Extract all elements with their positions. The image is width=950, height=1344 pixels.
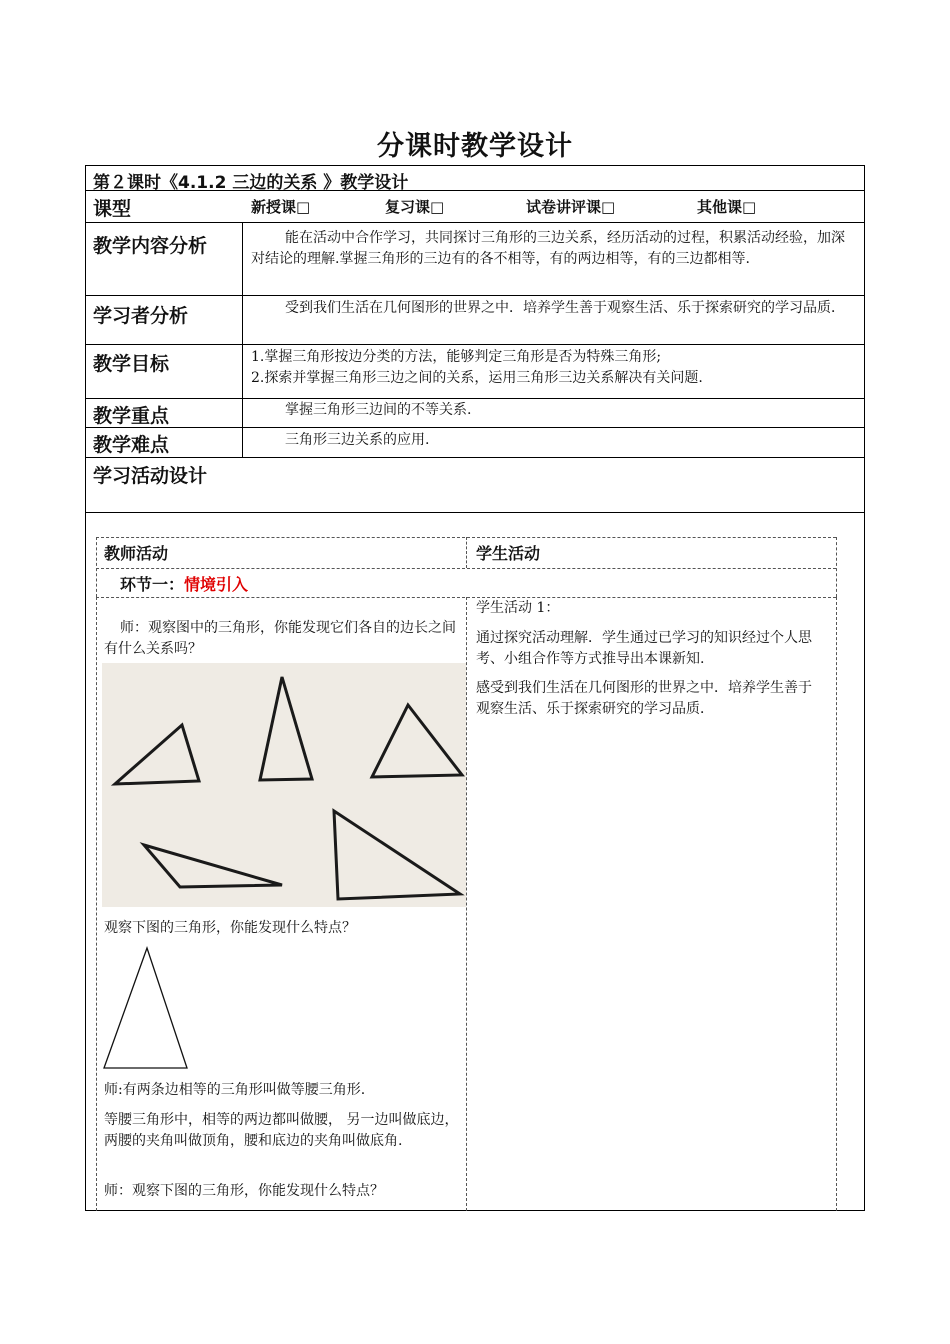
triangle-shape — [372, 705, 462, 777]
row-divider — [85, 222, 865, 223]
option-exam-review-lesson: 试卷讲评课□ — [526, 198, 616, 216]
row-divider — [85, 457, 865, 458]
student-activity-title: 学生活动 1： — [476, 600, 560, 616]
isosceles-triangle-icon — [102, 946, 192, 1072]
dashed-divider — [836, 597, 837, 1211]
row-divider — [85, 398, 865, 399]
triangles-figure — [102, 663, 466, 907]
objectives-label: 教学目标 — [93, 353, 170, 375]
student-paragraph: 感受到我们生活在几何图形的世界之中．培养学生善于观察生活、乐于探索研究的学习品质． — [476, 680, 812, 717]
difficulty-label: 教学难点 — [93, 434, 170, 456]
column-divider — [242, 222, 243, 457]
dashed-divider — [96, 597, 97, 1211]
row-divider — [85, 512, 865, 513]
content-analysis-label: 教学内容分析 — [93, 235, 208, 257]
teacher-paragraph: 师:有两条边相等的三角形叫做等腰三角形. — [104, 1082, 366, 1098]
triangle-shape — [334, 811, 460, 899]
triangles-photo — [102, 663, 466, 907]
triangle-shape — [260, 677, 312, 780]
course-type-label: 课型 — [93, 198, 132, 220]
lesson-title: 第２课时《4.1.2 三边的关系 》教学设计 — [93, 173, 409, 193]
objective-item: 2.探索并掌握三角形三边之间的关系，运用三角形三边关系解决有关问题. — [251, 370, 703, 386]
key-point-label: 教学重点 — [93, 405, 170, 427]
learner-analysis-text: 受到我们生活在几何图形的世界之中．培养学生善于观察生活、乐于探索研究的学习品质． — [285, 300, 845, 316]
row-divider — [85, 427, 865, 428]
isosceles-triangle-figure — [102, 946, 192, 1072]
student-activity-header: 学生活动 — [476, 544, 541, 563]
row-divider — [85, 344, 865, 345]
teacher-paragraph: 师：观察下图的三角形，你能发现什么特点？ — [104, 1183, 384, 1199]
dashed-divider — [96, 537, 97, 597]
option-review-lesson: 复习课□ — [385, 198, 445, 216]
learner-analysis-label: 学习者分析 — [93, 305, 189, 327]
teacher-paragraph: 师：观察图中的三角形，你能发现它们各自的边长之间有什么关系吗？ — [104, 620, 456, 657]
objective-item: 1.掌握三角形按边分类的方法，能够判定三角形是否为特殊三角形; — [251, 349, 662, 365]
content-analysis-text: 能在活动中合作学习，共同探讨三角形的三边关系，经历活动的过程，积累活动经验，加深对结论的理解.掌握三角形的三边有的各不相等，有的两边相等，有的三边都相等. — [251, 230, 845, 267]
teacher-paragraph: 观察下图的三角形，你能发现什么特点？ — [104, 920, 356, 936]
triangle-shape — [144, 845, 282, 887]
teacher-paragraph: 等腰三角形中，相等的两边都叫做腰， 另一边叫做底边，两腰的夹角叫做顶角，腰和底边的夹角叫做底角. — [104, 1112, 459, 1149]
dashed-divider — [466, 597, 467, 1211]
triangle-shape — [115, 725, 199, 784]
student-paragraph: 通过探究活动理解．学生通过已学习的知识经过个人思考、小组合作等方式推导出本课新知. — [476, 630, 812, 667]
dashed-divider — [836, 537, 837, 597]
dashed-divider — [466, 537, 467, 568]
option-other-lesson: 其他课□ — [697, 198, 757, 216]
difficulty-text: 三角形三边关系的应用. — [285, 432, 430, 448]
page-title: 分课时教学设计 — [377, 131, 573, 162]
stage-prefix: 环节一： — [120, 575, 185, 594]
row-divider — [85, 295, 865, 296]
option-new-lesson: 新授课□ — [251, 198, 311, 216]
key-point-text: 掌握三角形三边间的不等关系. — [285, 402, 472, 418]
dashed-divider — [96, 568, 836, 569]
teacher-activity-header: 教师活动 — [104, 544, 169, 563]
stage-name: 情境引入 — [184, 575, 249, 594]
stage-heading — [120, 572, 248, 595]
activity-design-label: 学习活动设计 — [93, 465, 208, 487]
